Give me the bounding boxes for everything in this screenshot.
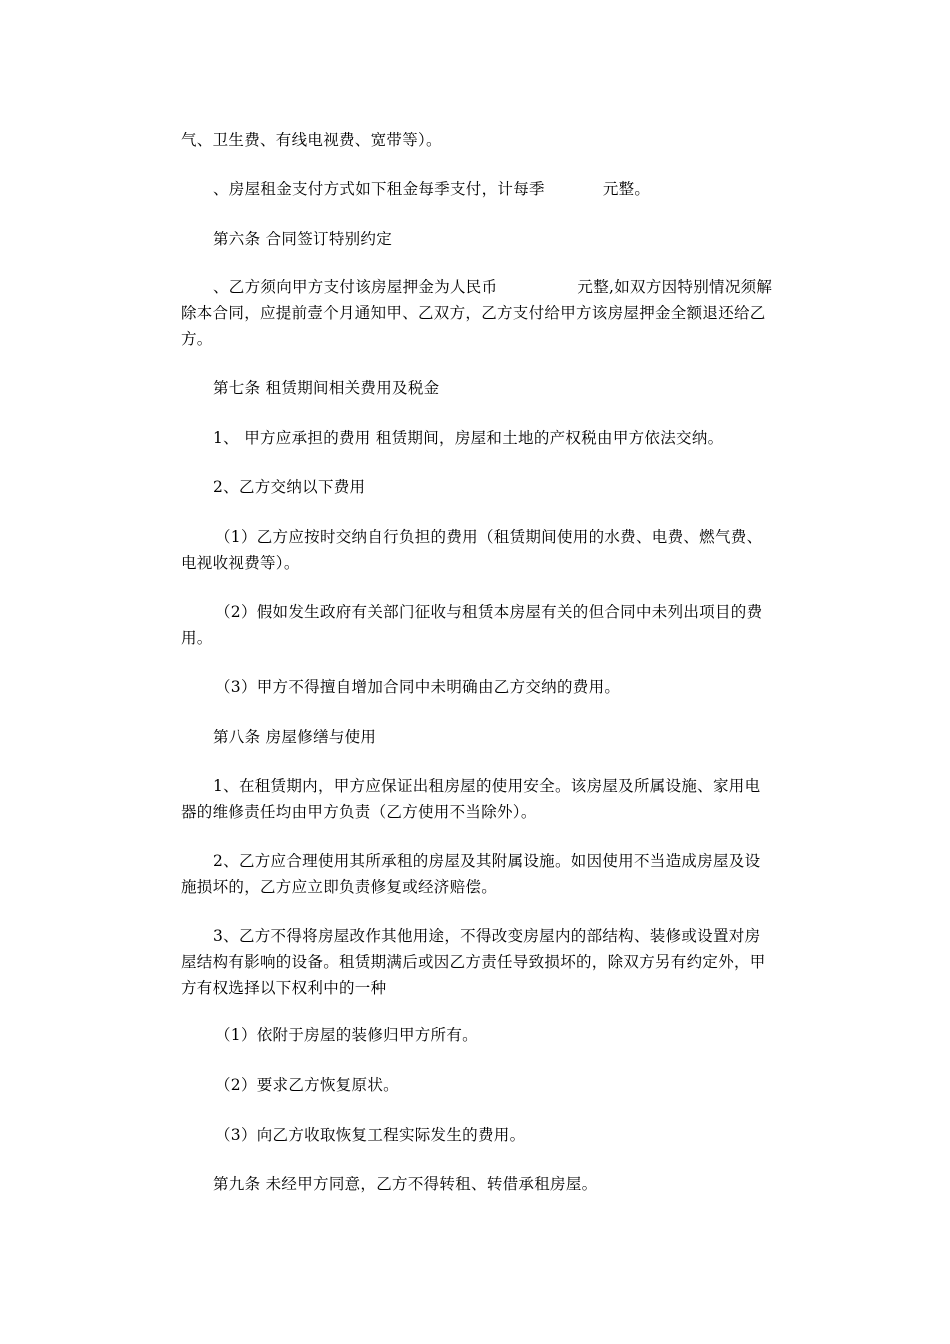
rent-payment-text: 、房屋租金支付方式如下租金每季支付，计每季 [213,180,545,198]
article-8-heading: 第八条 房屋修缮与使用 [213,728,377,746]
article-6-heading: 第六条 合同签订特别约定 [213,230,393,248]
deposit-terms: 元整,如双方因特别情况须解除本合同，应提前壹个月通知甲、乙双方，乙方支付给甲方该房屋押金全额退还给乙方。 [181,278,773,348]
paragraph-fee-list-tail: 气、卫生费、有线电视费、宽带等）。 [181,131,442,149]
paragraph-7-2-3: （3）甲方不得擅自增加合同中未明确由乙方交纳的费用。 [215,678,621,696]
rent-payment-unit: 元整。 [602,180,651,198]
paragraph-8-1: 1、在租赁期内，甲方应保证出租房屋的使用安全。该房屋及所属设施、家用电器的维修责任均由甲方负责（乙方使用不当除外）。 [181,777,761,821]
paragraph-8-3-3: （3）向乙方收取恢复工程实际发生的费用。 [215,1126,526,1144]
paragraph-8-2: 2、乙方应合理使用其所承租的房屋及其附属设施。如因使用不当造成房屋及设施损坏的，乙方应立即负责修复或经济赔偿。 [181,852,761,896]
paragraph-8-3-1: （1）依附于房屋的装修归甲方所有。 [215,1026,478,1044]
paragraph-rent-payment [181,176,773,202]
paragraph-7-1: 1、 甲方应承担的费用 租赁期间，房屋和土地的产权税由甲方依法交纳。 [213,429,724,447]
deposit-text: 、乙方须向甲方支付该房屋押金为人民币 [213,278,498,296]
paragraph-8-3-2: （2）要求乙方恢复原状。 [215,1076,399,1094]
paragraph-8-3: 3、乙方不得将房屋改作其他用途，不得改变房屋内的部结构、装修或设置对房屋结构有影响的设备。租赁期满后或因乙方责任导致损坏的，除双方另有约定外，甲方有权选择以下权利中的一种 [181,927,766,997]
paragraph-deposit [181,274,773,352]
article-9-heading: 第九条 未经甲方同意，乙方不得转租、转借承租房屋。 [213,1175,598,1193]
article-7-heading: 第七条 租赁期间相关费用及税金 [213,379,440,397]
paragraph-7-2-2: （2）假如发生政府有关部门征收与租赁本房屋有关的但合同中未列出项目的费用。 [181,603,763,647]
paragraph-7-2-1: （1）乙方应按时交纳自行负担的费用（租赁期间使用的水费、电费、燃气费、电视收视费等）。 [181,528,763,572]
paragraph-7-2: 2、乙方交纳以下费用 [213,478,366,496]
